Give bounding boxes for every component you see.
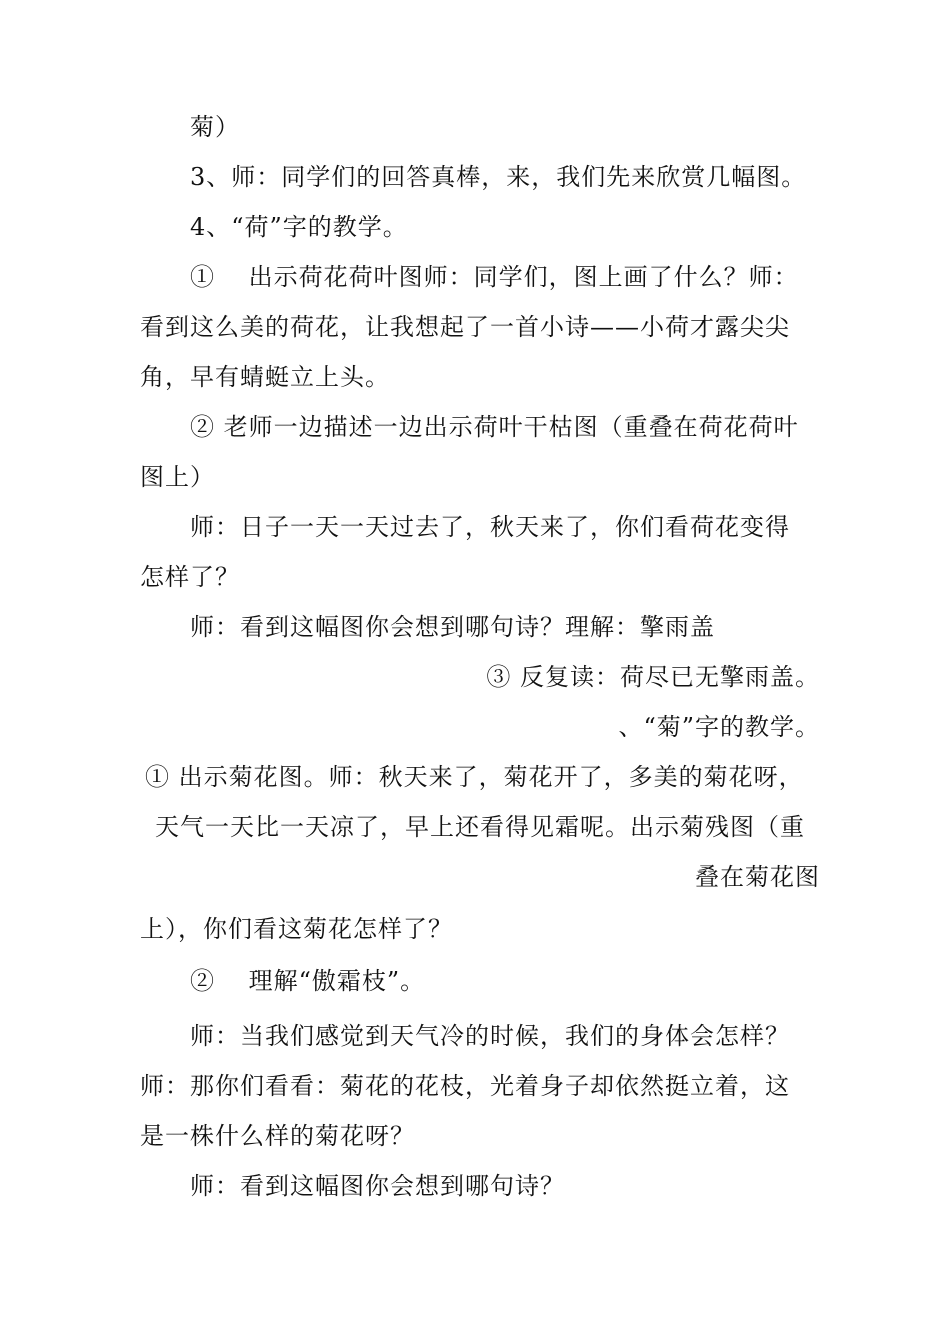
text-line: 师：看到这幅图你会想到哪句诗？理解：擎雨盖 bbox=[190, 613, 715, 641]
text-line: 天气一天比一天凉了，早上还看得见霜呢。出示菊残图（重 bbox=[155, 813, 805, 841]
text-line: 怎样了？ bbox=[140, 563, 240, 591]
text-line: ① 出示荷花荷叶图师：同学们，图上画了什么？师： bbox=[190, 263, 799, 291]
text-line: 4、“荷”字的教学。 bbox=[190, 213, 408, 241]
text-line: 菊） bbox=[190, 113, 240, 141]
text-line: 3、师：同学们的回答真棒，来，我们先来欣赏几幅图。 bbox=[190, 163, 807, 191]
text-line: 角，早有蜻蜓立上头。 bbox=[140, 363, 390, 391]
text-line: 是一株什么样的菊花呀？ bbox=[140, 1122, 415, 1150]
text-line: 图上） bbox=[140, 463, 215, 491]
text-line: ② 老师一边描述一边出示荷叶干枯图（重叠在荷花荷叶 bbox=[190, 413, 799, 441]
text-line: ③ 反复读：荷尽已无擎雨盖。 bbox=[486, 663, 820, 691]
text-line: 师：日子一天一天过去了，秋天来了，你们看荷花变得 bbox=[190, 513, 790, 541]
text-line: 看到这么美的荷花，让我想起了一首小诗——小荷才露尖尖 bbox=[140, 313, 790, 341]
text-line: 师：当我们感觉到天气冷的时候，我们的身体会怎样？ bbox=[190, 1022, 790, 1050]
text-line: 上），你们看这菊花怎样了？ bbox=[140, 915, 453, 943]
text-line: 、“菊”字的教学。 bbox=[618, 713, 820, 741]
text-line: 师：看到这幅图你会想到哪句诗？ bbox=[190, 1172, 565, 1200]
text-line: 师：那你们看看：菊花的花枝，光着身子却依然挺立着，这 bbox=[140, 1072, 790, 1100]
text-line: ② 理解“傲霜枝”。 bbox=[190, 967, 426, 995]
text-line: ① 出示菊花图。师：秋天来了，菊花开了，多美的菊花呀， bbox=[145, 763, 804, 791]
text-line: 叠在菊花图 bbox=[695, 863, 820, 891]
